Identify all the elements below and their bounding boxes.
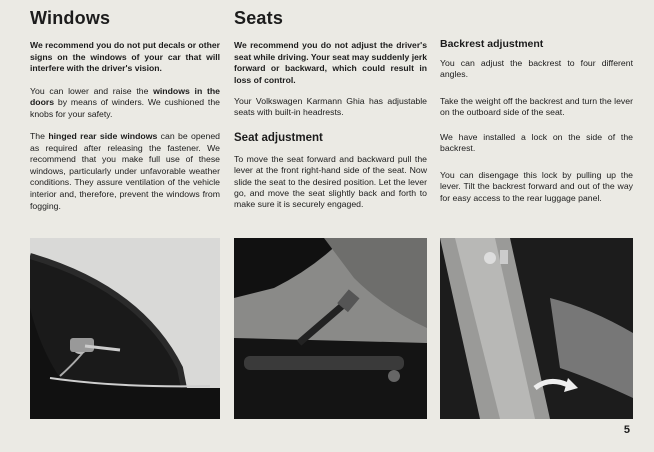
- seats-intro: Your Volkswagen Karmann Ghia has adjustable seats with built-in headrests.: [234, 96, 427, 118]
- backrest-lock-text: We have installed a lock on the side of the backrest.: [440, 132, 633, 154]
- seat-lever-photo: [234, 238, 427, 419]
- seat-adjustment-heading: Seat adjustment: [234, 132, 323, 144]
- windows-paragraph-rear: The hinged rear side windows can be opened as required after releasing the fastener. We recommend that you make full use of these windows, particularly under unfavorable weather conditions. They assure ventilation of the vehicle interior and, therefore, prevent the windows from fogging.: [30, 131, 220, 211]
- windows-title: Windows: [30, 8, 111, 28]
- windows-warning: We recommend you do not put decals or other signs on the windows of your car that will interfere with the driver's vision.: [30, 40, 220, 73]
- page-number: 5: [623, 424, 630, 436]
- backrest-lever-photo: [440, 238, 633, 419]
- rear-window-photo: [30, 238, 220, 419]
- seats-title: Seats: [234, 8, 284, 28]
- windows-paragraph-doors: You can lower and raise the windows in the doors by means of winders. We cushioned the knobs for your safety.: [30, 86, 221, 119]
- backrest-angles-text: You can adjust the backrest to four different angles.: [440, 58, 633, 80]
- seats-warning: We recommend you do not adjust the driver's seat while driving. Your seat may suddenly jerk forward or backward, which could result in loss of control.: [234, 40, 427, 85]
- backrest-lever-text: Take the weight off the backrest and turn the lever on the outboard side of the seat.: [440, 96, 633, 118]
- backrest-adjustment-heading: Backrest adjustment: [440, 38, 544, 50]
- seat-adjustment-text: To move the seat forward and backward pull the lever at the front right-hand side of the seat. Now slide the seat to the desired position. Let the lever go, and move the seat slightly back and forth to make sure it is securely engaged.: [234, 154, 427, 210]
- backrest-disengage-text: You can disengage this lock by pulling up the lever. Tilt the backrest forward and out of the way for easy access to the rear luggage panel.: [440, 170, 633, 203]
